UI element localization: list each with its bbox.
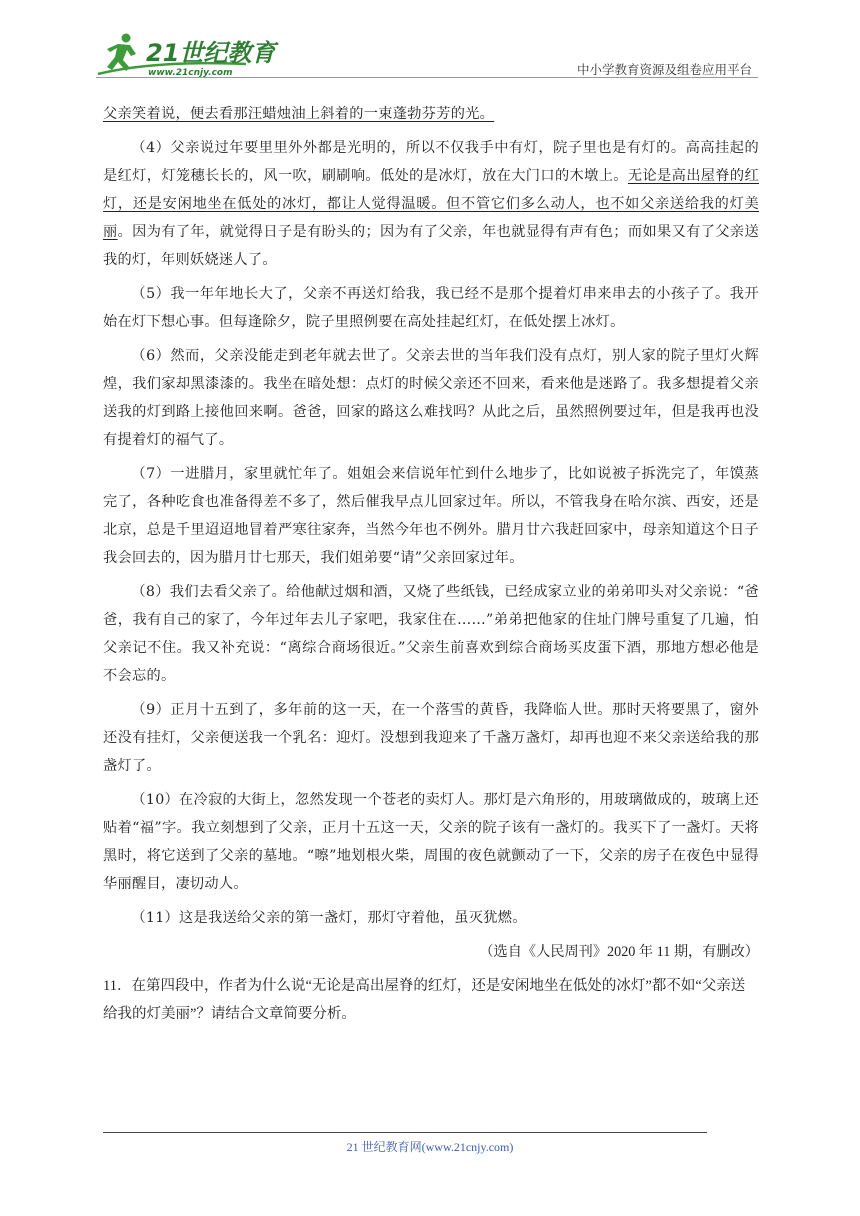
page-header bbox=[96, 30, 758, 82]
paragraph-5: （5）我一年年地长大了，父亲不再送灯给我，我已经不是那个提着灯串来串去的小孩子了。我开始在灯下想心事。但每逢除夕，院子里照例要在高处挂起红灯，在低处摆上冰灯。 bbox=[103, 286, 759, 330]
p4-text-a: （4）父亲说过年要里里外外都是光明的，所以不仅我手中有灯，院子里也是有灯的。高高挂起的是红灯，灯笼穗长长的，风一吹，刷刷响。低处的是冰灯，放在大门口的木墩上。 bbox=[103, 140, 759, 184]
paragraph-8: （8）我们去看父亲了。给他献过烟和酒，又烧了些纸钱，已经成家立业的弟弟叩头对父亲说：“爸爸，我有自己的家了，今年过年去儿子家吧，我家住在……”弟弟把他家的住址门牌号重复了几遍，怕父亲记不住。我又补充说：“离综合商场很近。”父亲生前喜欢到综合商场买皮蛋下酒，那地方想必他是不会忘的。 bbox=[103, 584, 759, 684]
paragraph-6: （6）然而，父亲没能走到老年就去世了。父亲去世的当年我们没有点灯，别人家的院子里灯火辉煌，我们家却黑漆漆的。我坐在暗处想：点灯的时候父亲还不回来，看来他是迷路了。我多想提着父亲送我的灯到路上接他回来啊。爸爸，回家的路这么难找吗？从此之后，虽然照例要过年，但是我再也没有提着灯的福气了。 bbox=[103, 348, 759, 448]
paragraph-10: （10）在冷寂的大街上，忽然发现一个苍老的卖灯人。那灯是六角形的，用玻璃做成的，玻璃上还贴着“福”字。我立刻想到了父亲，正月十五这一天，父亲的院子该有一盏灯的。我买下了一盏灯。天将黑时，将它送到了父亲的墓地。“嚓”地划根火柴，周围的夜色就颤动了一下，父亲的房子在夜色中显得华丽醒目，凄切动人。 bbox=[103, 792, 759, 892]
header-divider bbox=[96, 77, 758, 78]
paragraph-11: （11）这是我送给父亲的第一盏灯，那灯守着他，虽灭犹燃。 bbox=[131, 910, 527, 926]
svg-text:www.21cnjy.com: www.21cnjy.com bbox=[148, 68, 233, 78]
paragraph-continuation: 父亲笑着说，便去看那汪蜡烛油上斜着的一束蓬勃芬芳的光。 bbox=[103, 106, 495, 122]
source-citation: （选自《人民周刊》2020 年 11 期，有删改） bbox=[479, 944, 759, 960]
svg-text:21世纪教育: 21世纪教育 bbox=[146, 39, 276, 67]
paragraph-9: （9）正月十五到了，多年前的这一天，在一个落雪的黄昏，我降临人世。那时天将要黑了，窗外还没有挂灯，父亲便送我一个乳名：迎灯。没想到我迎来了千盏万盏灯，却再也迎不来父亲送给我的那盏灯了。 bbox=[103, 702, 759, 774]
p4-text-b: 。因为有了年，就觉得日子是有盼头的；因为有了父亲，年也就显得有声有色；而如果又有了父亲送我的灯，年则妖娆迷人了。 bbox=[103, 224, 760, 268]
platform-name: 中小学教育资源及组卷应用平台 bbox=[576, 62, 752, 77]
paragraph-4 bbox=[103, 134, 759, 274]
question-11: 11．在第四段中，作者为什么说“无论是高出屋脊的红灯，还是安闲地坐在低处的冰灯”都不如“父亲送给我的灯美丽”？请结合文章简要分析。 bbox=[103, 978, 746, 1022]
p4-underlined-sentence: 无论是高出屋脊的红灯，还是安闲地坐在低处的冰灯，都让人觉得温暖。但不管它们多么动人，也不如父亲送给我的灯美丽 bbox=[103, 168, 759, 240]
paragraph-7: （7）一进腊月，家里就忙年了。姐姐会来信说年忙到什么地步了，比如说被子拆洗完了，年馍蒸完了，各种吃食也准备得差不多了，然后催我早点儿回家过年。所以，不管我身在哈尔滨、西安，还是北京，总是千里迢迢地冒着严寒往家奔，当然今年也不例外。腊月廿六我赶回家中，母亲知道这个日子我会回去的，因为腊月廿七那天，我们姐弟要“请”父亲回家过年。 bbox=[103, 466, 759, 566]
footer-divider bbox=[103, 1132, 707, 1133]
article-body bbox=[103, 100, 759, 1028]
footer-text: 21 世纪教育网(www.21cnjy.com) bbox=[346, 1140, 514, 1154]
site-logo bbox=[96, 30, 286, 80]
